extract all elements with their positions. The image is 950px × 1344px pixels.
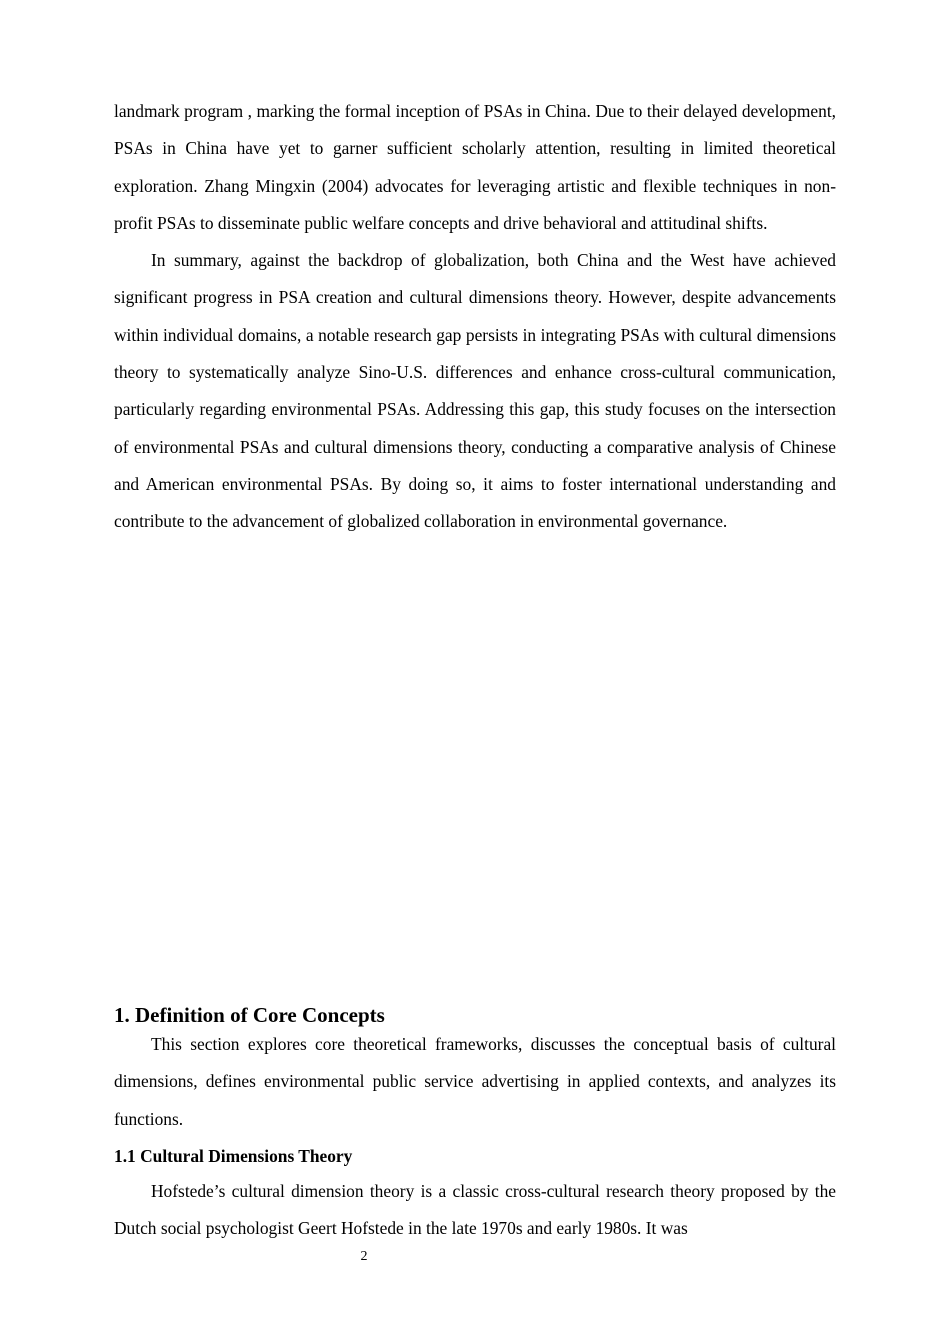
page-number: 2: [360, 1249, 368, 1264]
subsection-text: [114, 1173, 836, 1248]
subsection-heading: 1.1 Cultural Dimensions Theory: [114, 1146, 353, 1166]
paragraph-psa-china: landmark program , marking the formal inception of PSAs in China. Due to their delayed development, PSAs in China have yet to garner sufficient scholarly attention, resulting in limited theoretical exploration. Zhang Mingxin (2004) advocates for leveraging artistic and flexible techniques in non-profit PSAs to disseminate public welfare concepts and drive behavioral and attitudinal shifts.: [114, 101, 836, 233]
literature-review-text: [114, 93, 836, 541]
paragraph-hofstede: Hofstede’s cultural dimension theory is a classic cross-cultural research theory proposed by the Dutch social psychologist Geert Hofstede in the late 1970s and early 1980s. It was: [114, 1181, 836, 1239]
section-intro: [114, 1026, 836, 1138]
paragraph-summary: In summary, against the backdrop of globalization, both China and the West have achieved significant progress in PSA creation and cultural dimensions theory. However, despite advancements within individual domains, a notable research gap persists in integrating PSAs with cultural dimensions theory to systematically analyze Sino-U.S. differences and enhance cross-cultural communication, particularly regarding environmental PSAs. Addressing this gap, this study focuses on the intersection of environmental PSAs and cultural dimensions theory, conducting a comparative analysis of Chinese and American environmental PSAs. By doing so, it aims to foster international understanding and contribute to the advancement of globalized collaboration in environmental governance.: [114, 250, 836, 532]
section-heading: 1. Definition of Core Concepts: [114, 1003, 385, 1027]
paragraph-section-intro: This section explores core theoretical frameworks, discusses the conceptual basis of cultural dimensions, defines environmental public service advertising in applied contexts, and analyzes its functions.: [114, 1034, 836, 1129]
